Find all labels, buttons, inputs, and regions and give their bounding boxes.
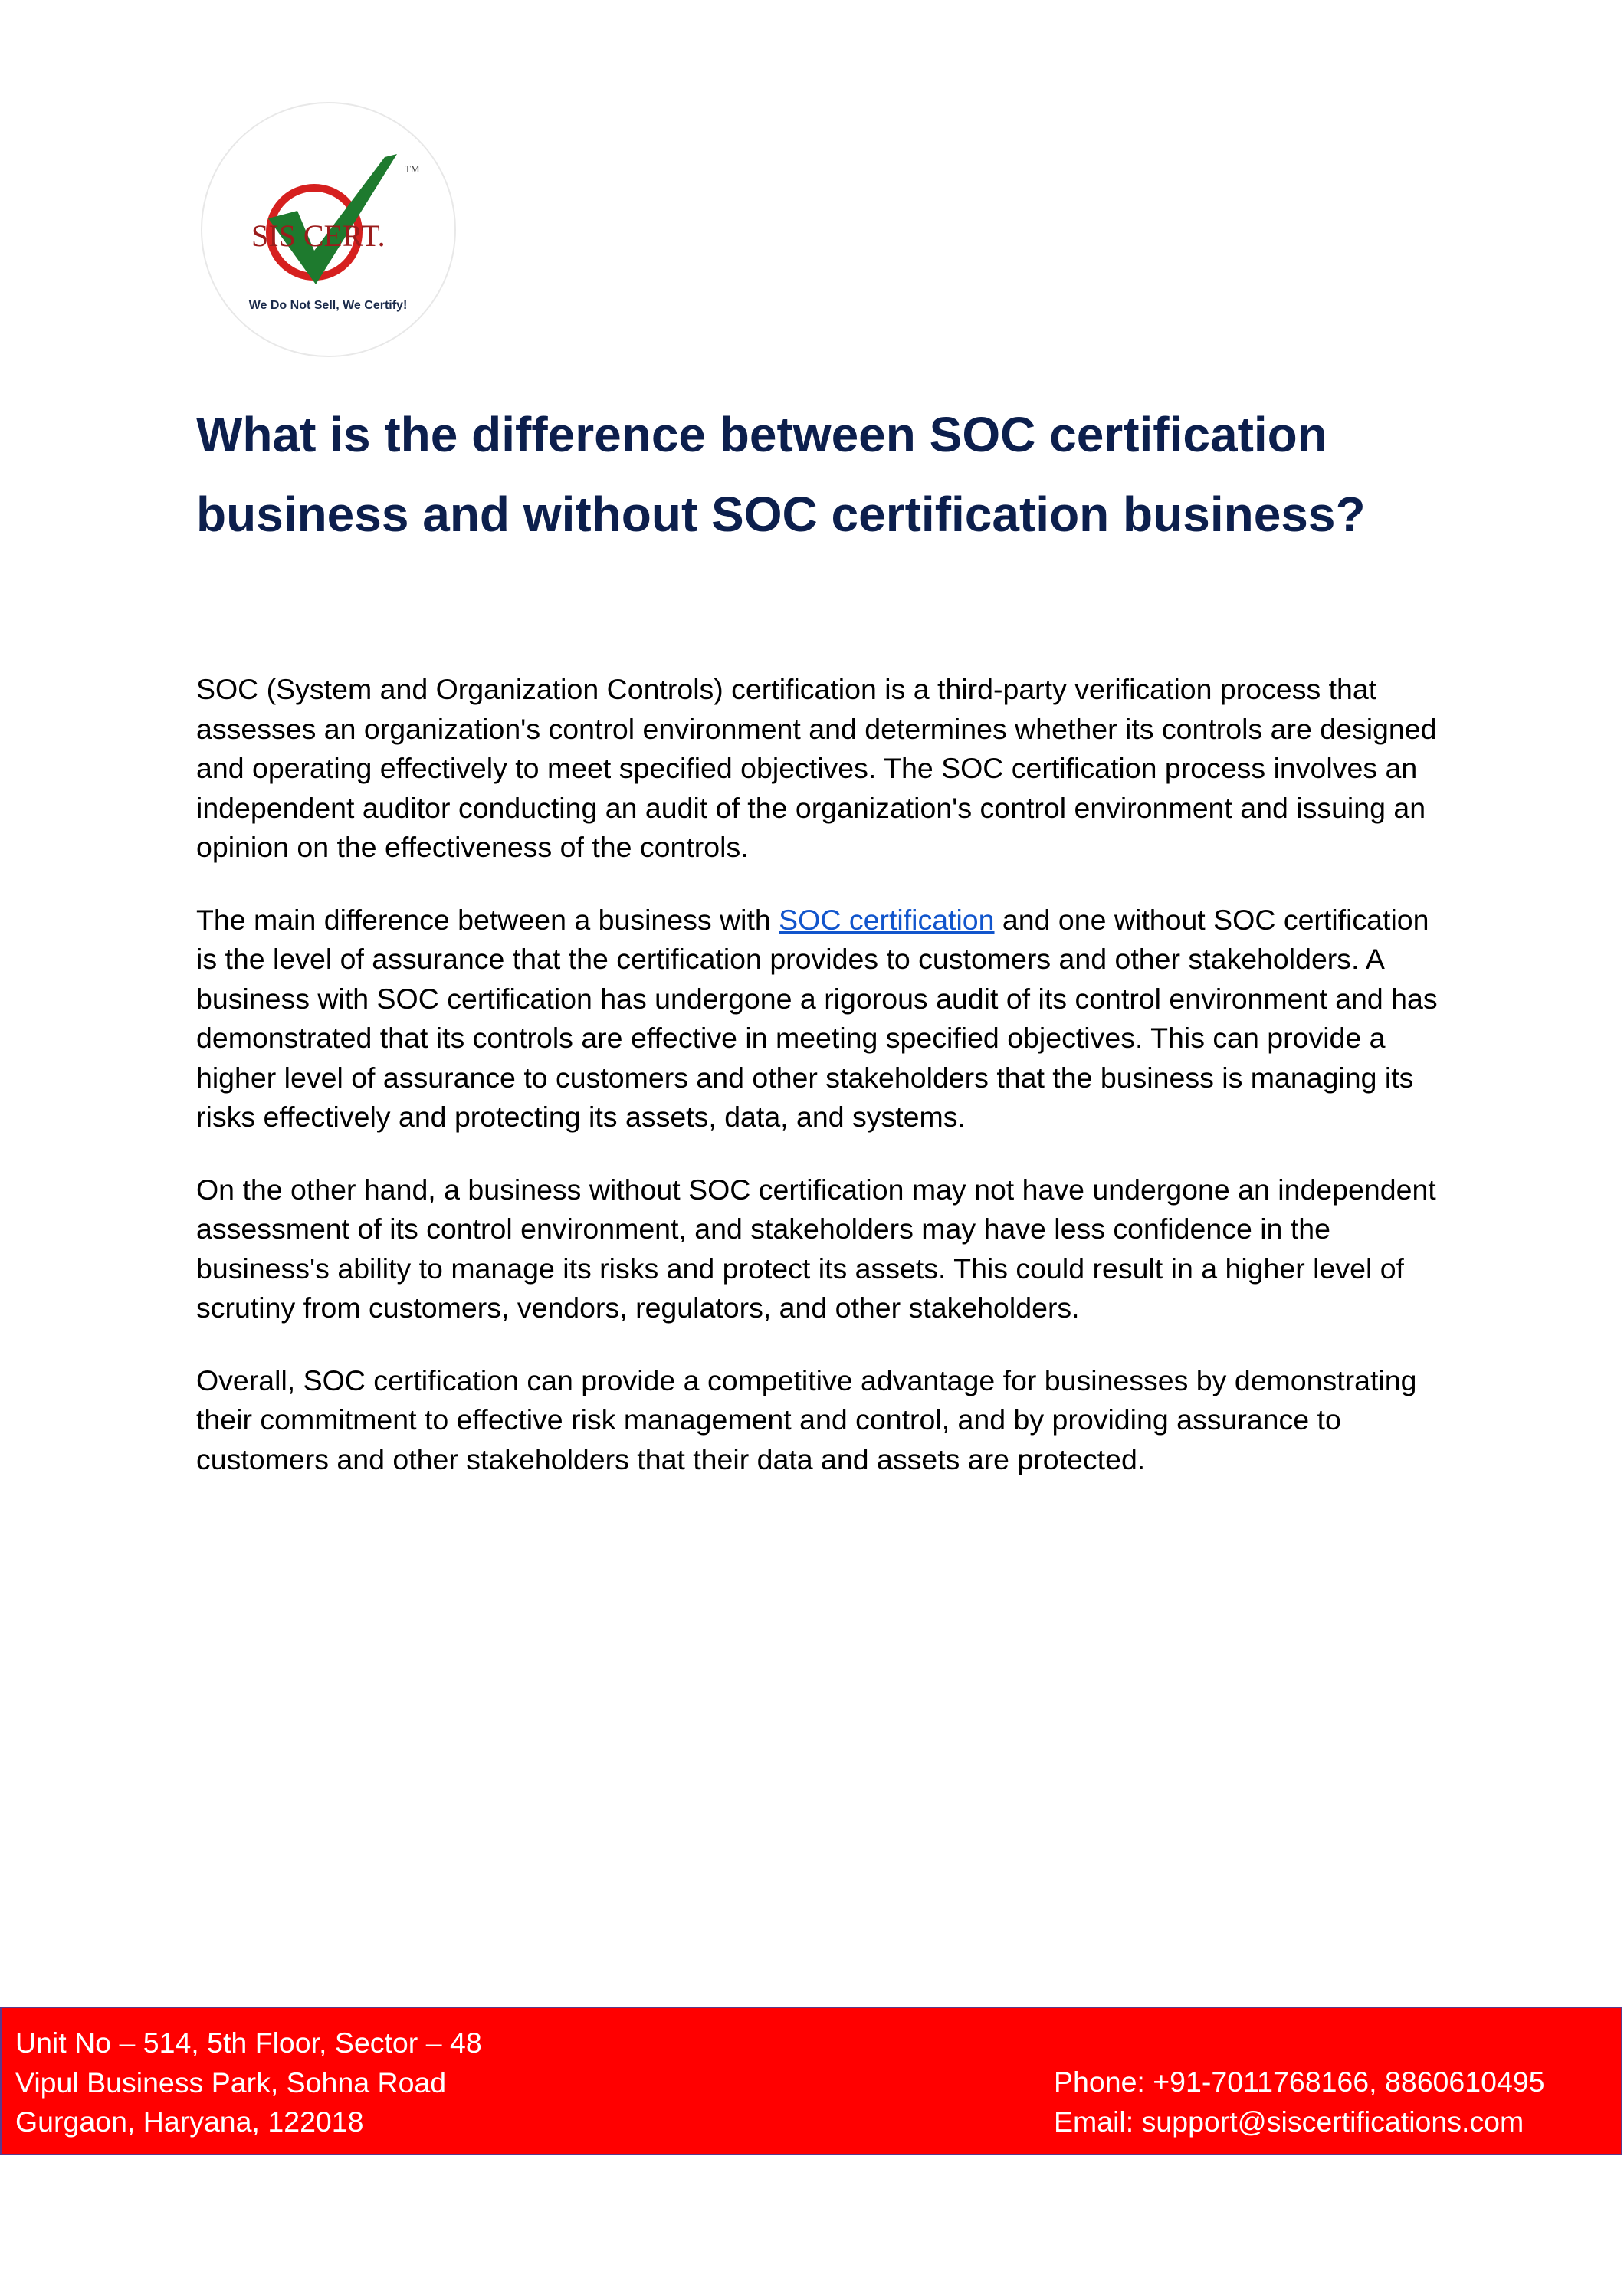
paragraph-without-soc: On the other hand, a business without SOC certification may not have undergone an independent assessment of its control environment, and stakeholders may have less confidence in the business's ability to manage its risks and protect its assets. This could result in a higher level of scrutiny from customers, vendors, regulators, and other stakeholders. [196, 1173, 1436, 1324]
logo-tagline: We Do Not Sell, We Certify! [248, 299, 408, 312]
footer-email: Email: support@siscertifications.com [1054, 2105, 1524, 2138]
footer-bar [0, 2007, 1622, 2155]
address-line-3: Gurgaon, Haryana, 122018 [15, 2105, 364, 2138]
soc-certification-link[interactable]: SOC certification [779, 903, 995, 936]
trademark-symbol: TM [405, 163, 420, 175]
paragraph-text: and one without SOC certification is the level of assurance that the certification provides to customers and other stakeholders. A business with SOC certification has undergone a rigorous audit of its control environment and has demonstrated that its controls are effective in meeting specified objectives. This can provide a higher level of assurance to customers and other stakeholders that the business is managing its risks effectively and protecting its assets, data, and systems. [196, 903, 1438, 1133]
footer-contact [1054, 2063, 1545, 2141]
address-line-2: Vipul Business Park, Sohna Road [15, 2066, 447, 2099]
page-title: What is the difference between SOC certification business and without SOC certification business? [196, 407, 1366, 542]
checkmark-logo-icon [202, 103, 454, 356]
footer-address [15, 2023, 482, 2142]
company-logo [201, 102, 456, 357]
paragraph-text: The main difference between a business with [196, 903, 779, 936]
logo-text: SIS CERT. [251, 218, 385, 253]
article-body [196, 670, 1453, 1512]
footer-phone: Phone: +91-7011768166, 8860610495 [1054, 2066, 1545, 2098]
address-line-1: Unit No – 514, 5th Floor, Sector – 48 [15, 2027, 482, 2059]
paragraph-overall: Overall, SOC certification can provide a competitive advantage for businesses by demonstrating their commitment to effective risk management and control, and by providing assurance to customers and other stakeholders that their data and assets are protected. [196, 1364, 1417, 1475]
paragraph-soc-definition: SOC (System and Organization Controls) certification is a third-party verification process that assesses an organization's control environment and determines whether its controls are designed and operating effectively to meet specified objectives. The SOC certification process involves an independent auditor conducting an audit of the organization's control environment and issuing an opinion on the effectiveness of the controls. [196, 673, 1437, 863]
paragraph-main-difference [196, 901, 1453, 1137]
